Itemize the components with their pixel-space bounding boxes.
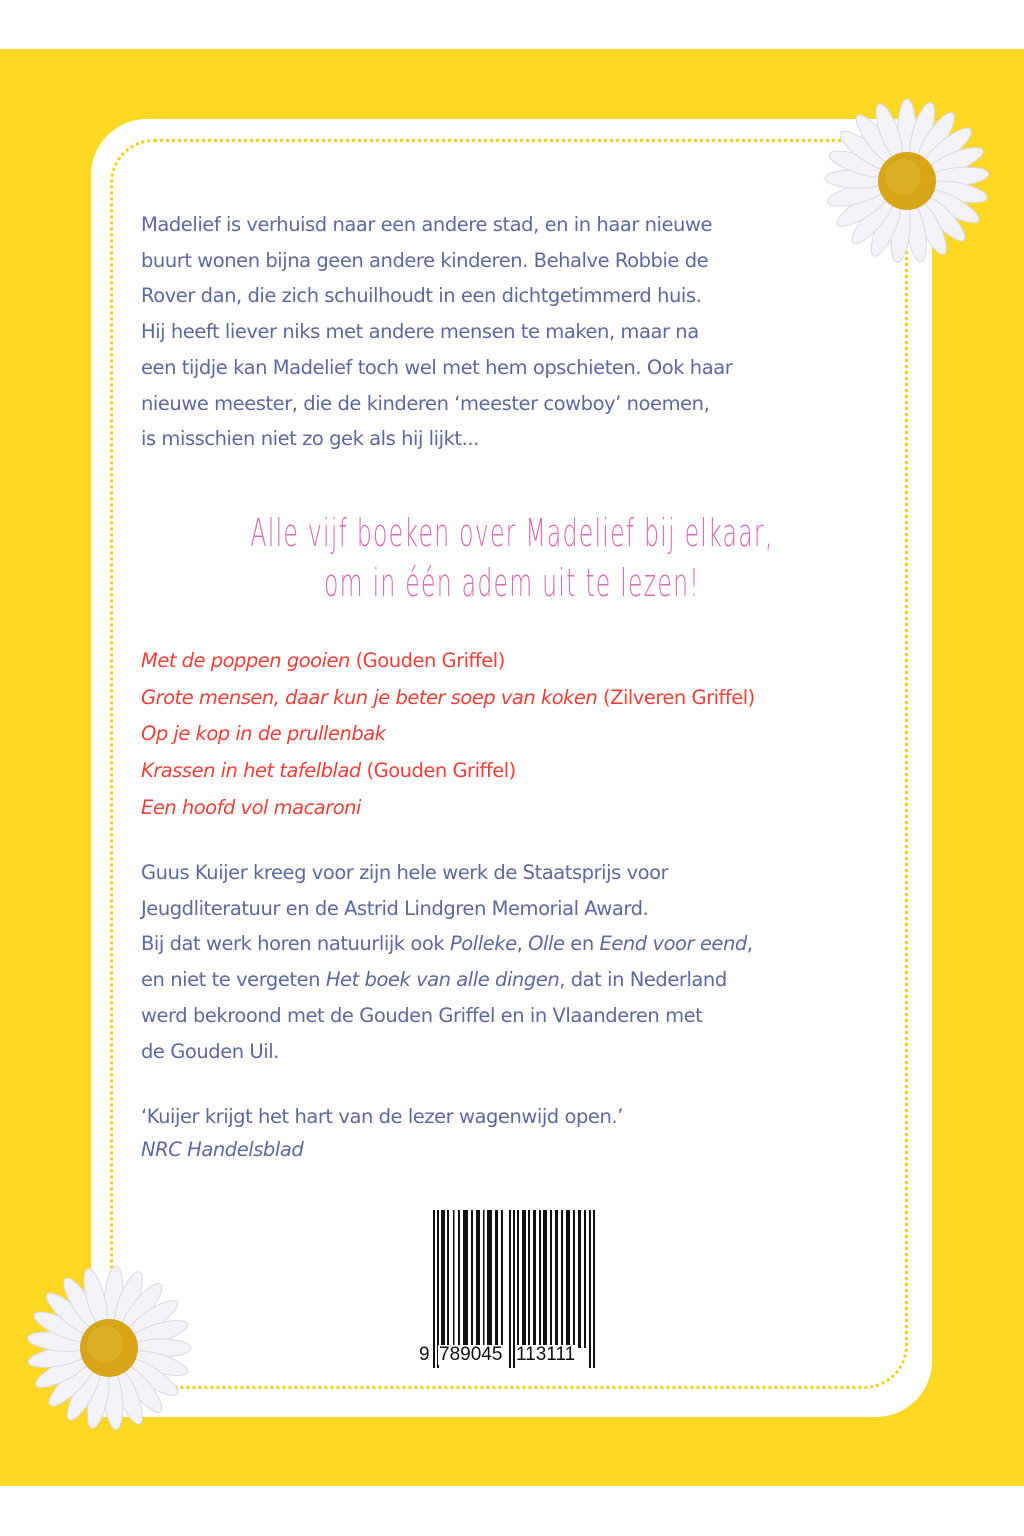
book-item bbox=[141, 716, 755, 753]
book-title: Polleke bbox=[449, 932, 517, 956]
book-title: Olle bbox=[528, 932, 565, 956]
text-line: nieuwe meester, die de kinderen ‘meester cowboy’ noemen, bbox=[141, 391, 710, 415]
text-line bbox=[141, 962, 881, 998]
text-line: Guus Kuijer kreeg voor zijn hele werk de Staatsprijs voor bbox=[141, 861, 669, 884]
synopsis-paragraph bbox=[141, 207, 881, 457]
book-item bbox=[141, 753, 755, 790]
text-line: werd bekroond met de Gouden Griffel en in Vlaanderen met bbox=[141, 1003, 703, 1027]
quote-text: ‘Kuijer krijgt het hart van de lezer wagenwijd open.’ bbox=[141, 1105, 623, 1128]
headline-line: Alle vijf boeken over Madelief bij elkaar, bbox=[250, 511, 774, 555]
text-line: Madelief is verhuisd naar een andere stad, en in haar nieuwe bbox=[141, 213, 713, 236]
text-span: , bbox=[746, 932, 753, 956]
text-line: Rover dan, die zich schuilhoudt in een dichtgetimmerd huis. bbox=[141, 284, 702, 308]
book-award: (Zilveren Griffel) bbox=[597, 685, 755, 709]
book-title: Een hoofd vol macaroni bbox=[141, 795, 361, 819]
headline bbox=[195, 508, 830, 608]
text-line bbox=[141, 926, 881, 962]
isbn-first-digit: 9 bbox=[419, 1344, 430, 1365]
headline-line: om in één adem uit te lezen! bbox=[324, 561, 700, 605]
text-line: Hij heeft liever niks met andere mensen te maken, maar na bbox=[141, 320, 699, 344]
book-title: Het boek van alle dingen bbox=[325, 968, 560, 992]
book-award: (Gouden Griffel) bbox=[360, 759, 516, 783]
text-span: en niet te vergeten bbox=[141, 968, 326, 992]
daisy-icon bbox=[24, 1263, 194, 1433]
author-paragraph bbox=[141, 855, 881, 1069]
book-title: Met de poppen gooien bbox=[141, 649, 350, 672]
isbn-right-group: 113111 bbox=[516, 1344, 576, 1365]
text-line: is misschien niet zo gek als hij lijkt... bbox=[141, 427, 479, 451]
book-title: Grote mensen, daar kun je beter soep van koken bbox=[141, 685, 598, 709]
text-span: , bbox=[516, 932, 529, 956]
text-line: buurt wonen bijna geen andere kinderen. Behalve Robbie de bbox=[141, 248, 709, 272]
book-title: Op je kop in de prullenbak bbox=[141, 722, 386, 746]
book-item bbox=[141, 680, 755, 717]
quote-source: NRC Handelsblad bbox=[141, 1138, 304, 1161]
book-item bbox=[141, 790, 755, 827]
book-title: Krassen in het tafelblad bbox=[141, 759, 361, 783]
text-span: , dat in Nederland bbox=[559, 968, 727, 992]
review-quote bbox=[141, 1100, 881, 1166]
text-line: een tijdje kan Madelief toch wel met hem opschieten. Ook haar bbox=[141, 355, 733, 379]
book-title: Eend voor eend bbox=[599, 932, 747, 956]
book-list bbox=[141, 643, 755, 827]
text-span: Bij dat werk horen natuurlijk ook bbox=[141, 932, 450, 956]
isbn-left-group: 789045 bbox=[439, 1344, 503, 1365]
book-item bbox=[141, 643, 755, 680]
text-line: Jeugdliteratuur en de Astrid Lindgren Memorial Award. bbox=[141, 896, 649, 920]
text-line: de Gouden Uil. bbox=[141, 1039, 279, 1063]
book-award: (Gouden Griffel) bbox=[349, 649, 505, 672]
text-span: en bbox=[564, 932, 600, 956]
